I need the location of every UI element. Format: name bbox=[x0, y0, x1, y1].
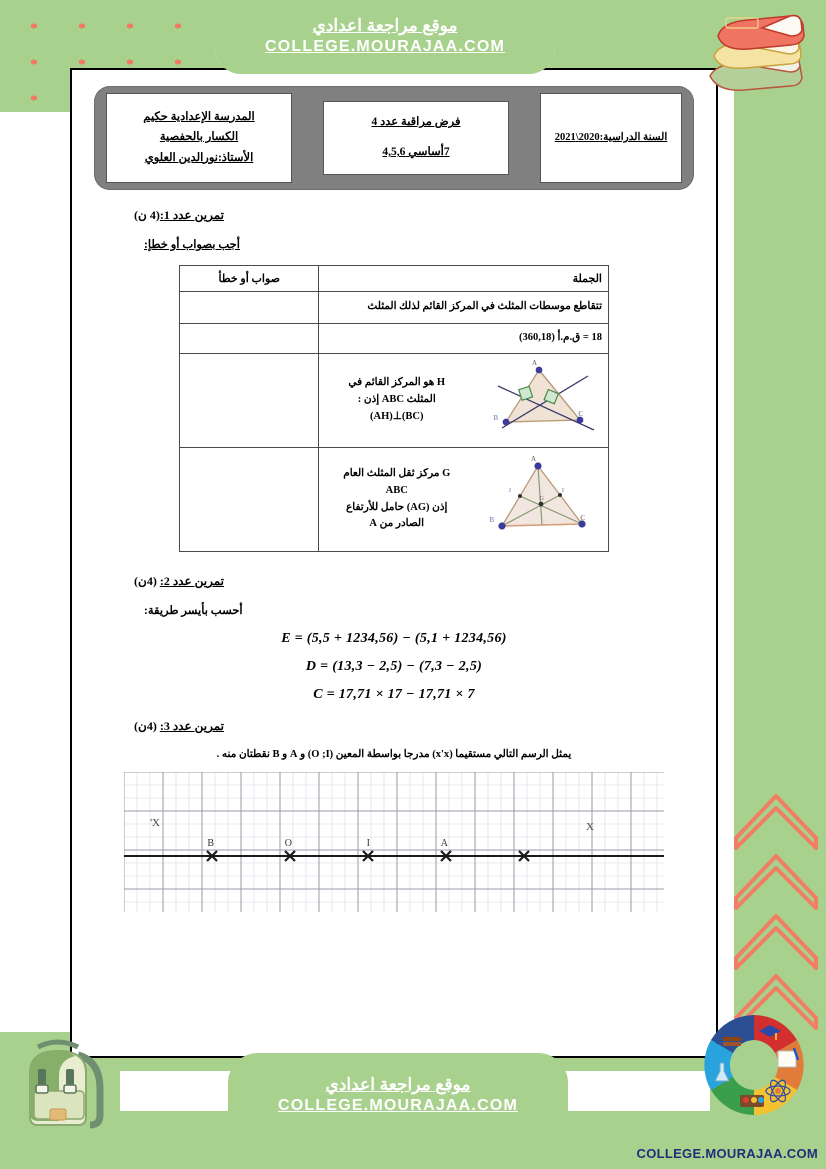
exercise1-title bbox=[88, 208, 700, 223]
exam-title: فرض مراقبة عدد 4 bbox=[371, 116, 461, 129]
exercise2-label: تمرين عدد 2: bbox=[159, 574, 224, 588]
equation-E: E = (5,5 + 1234,56) − (5,1 + 1234,56) bbox=[281, 631, 507, 646]
exercise2-title bbox=[88, 574, 700, 589]
site-banner-top-arabic: موقع مراجعة اعدادي bbox=[312, 16, 458, 36]
svg-text:A: A bbox=[531, 359, 537, 367]
statement-4-line2: ABC bbox=[385, 484, 408, 496]
centroid-triangle-figure bbox=[474, 452, 602, 547]
site-banner-bottom-url: COLLEGE.MOURAJAA.COM bbox=[278, 1096, 518, 1114]
table-row bbox=[180, 354, 609, 448]
education-circle-icon bbox=[692, 1011, 816, 1119]
svg-text:I: I bbox=[561, 487, 564, 494]
exercise3-title bbox=[88, 719, 700, 734]
equation-D: D = (13,3 − 2,5) − (7,3 − 2,5) bbox=[305, 659, 483, 674]
header-answer: صواب أو خطأ bbox=[180, 266, 319, 292]
svg-text:X: X bbox=[586, 821, 594, 833]
exercise3-points: (4ن) bbox=[134, 719, 157, 733]
table-header-row bbox=[180, 266, 609, 292]
table-row bbox=[180, 448, 609, 552]
answer-cell-1[interactable] bbox=[180, 292, 319, 324]
exercise2-equations bbox=[88, 631, 700, 703]
exercise1-label: تمرين عدد 1: bbox=[159, 208, 224, 222]
statement-2: 18 = ق.م.أ (360,18) bbox=[518, 332, 602, 344]
school-year: السنة الدراسية:2020\2021 bbox=[554, 131, 668, 143]
statement-1: تتقاطع موسطات المثلث في المركز القائم لذلك المثلث bbox=[367, 301, 602, 313]
svg-text:I: I bbox=[366, 838, 370, 849]
svg-text:O: O bbox=[284, 838, 292, 849]
svg-text:B: B bbox=[207, 838, 214, 849]
statement-4-line3: إذن (AG) حامل للأرتفاع bbox=[346, 501, 448, 513]
svg-text:X': X' bbox=[150, 817, 160, 829]
header-exam-box bbox=[323, 101, 509, 175]
exercise3-label: تمرين عدد 3: bbox=[159, 719, 224, 733]
table-row bbox=[180, 292, 609, 324]
exercise2-points: (4ن) bbox=[134, 574, 157, 588]
exercise1-points: (4 ن) bbox=[134, 208, 160, 222]
exercise2-instruction: أحسب بأيسر طريقة: bbox=[144, 605, 243, 617]
svg-text:B: B bbox=[489, 516, 494, 524]
statement-3-line3: (AH)⊥(BC) bbox=[370, 410, 424, 422]
svg-text:J: J bbox=[508, 487, 511, 494]
site-banner-bottom-arabic: موقع مراجعة اعدادي bbox=[325, 1075, 471, 1095]
svg-text:B: B bbox=[493, 414, 498, 422]
header-school-box bbox=[106, 93, 292, 183]
svg-text:C: C bbox=[578, 410, 583, 418]
statement-3-line1: H هو المركز القائم في bbox=[348, 377, 446, 389]
truth-false-table bbox=[179, 265, 609, 552]
svg-text:G: G bbox=[539, 495, 544, 502]
header-year-box bbox=[540, 93, 682, 183]
exam-document-page bbox=[70, 68, 718, 1058]
orthocenter-triangle-figure bbox=[474, 358, 602, 443]
equation-C: C = 17,71 × 17 − 17,71 × 7 bbox=[313, 687, 475, 702]
teacher-name: الأستاذ:نورالدين العلوي bbox=[144, 151, 254, 164]
exercise3-instruction: يمثل الرسم التالي مستقيما (x'x) مدرجا بواسطة المعين (O ;I) و A و B نقطتان منه . bbox=[216, 749, 572, 760]
svg-text:A: A bbox=[530, 455, 536, 463]
table-row bbox=[180, 324, 609, 354]
backpack-icon bbox=[8, 1029, 118, 1139]
statement-4-line1: G مركز ثقل المثلث العام bbox=[343, 467, 451, 479]
site-banner-top bbox=[215, 0, 555, 74]
answer-cell-3[interactable] bbox=[180, 354, 319, 448]
school-name-line1: المدرسة الإعدادية حكيم bbox=[143, 110, 255, 123]
number-line-figure bbox=[124, 772, 664, 912]
svg-text:A: A bbox=[440, 838, 448, 849]
statement-3-line2: المثلث ABC إذن : bbox=[357, 394, 436, 406]
header-statement: الجملة bbox=[319, 266, 609, 292]
answer-cell-4[interactable] bbox=[180, 448, 319, 552]
statement-4-line4: الصادر من A bbox=[369, 518, 425, 530]
school-name-line2: الكسار بالحفصية bbox=[159, 131, 239, 144]
watermark-url: COLLEGE.MOURAJAA.COM bbox=[636, 1146, 818, 1161]
exercise1-instruction: أجب بصواب أو خطإ: bbox=[144, 239, 240, 251]
svg-text:C: C bbox=[580, 514, 585, 522]
site-banner-top-url: COLLEGE.MOURAJAA.COM bbox=[265, 37, 505, 55]
answer-cell-2[interactable] bbox=[180, 324, 319, 354]
document-header bbox=[94, 86, 694, 190]
exam-class: 7أساسي 4,5,6 bbox=[382, 146, 450, 158]
site-banner-bottom bbox=[228, 1053, 568, 1139]
chevron-decoration bbox=[734, 790, 820, 1030]
books-icon bbox=[692, 2, 822, 98]
